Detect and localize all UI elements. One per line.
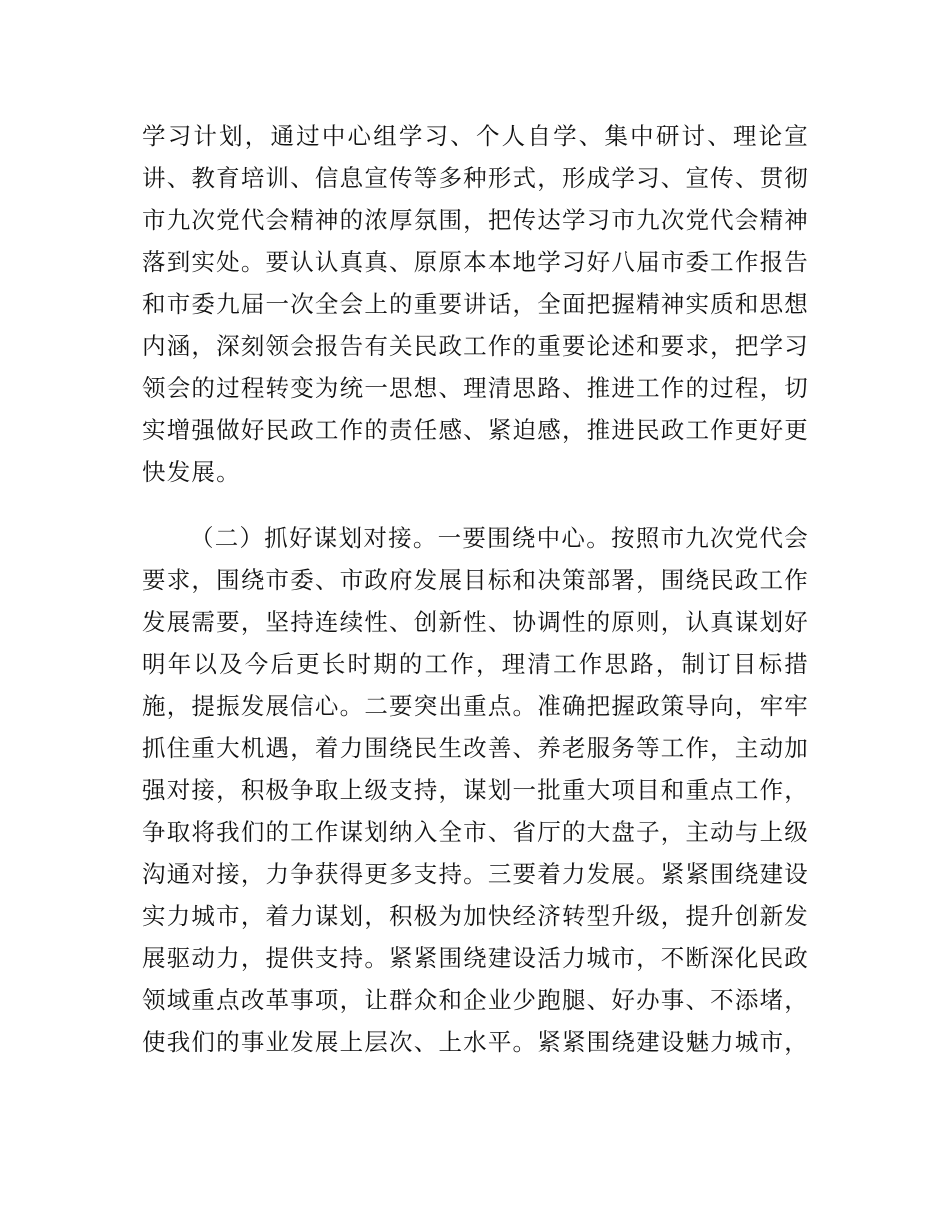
text-line: 沟通对接，力争获得更多支持。三要着力发展。紧紧围绕建设 [142, 860, 809, 888]
text-line: 实增强做好民政工作的责任感、紧迫感，推进民政工作更好更 [142, 416, 809, 444]
text-line: 讲、教育培训、信息宣传等多种形式，形成学习、宣传、贯彻 [142, 164, 809, 192]
text-line: 和市委九届一次全会上的重要讲话，全面把握精神实质和思想 [142, 290, 809, 318]
text-line: 明年以及今后更长时期的工作，理清工作思路，制订目标措 [142, 650, 809, 678]
text-line: 展驱动力，提供支持。紧紧围绕建设活力城市，不断深化民政 [142, 944, 809, 972]
text-line: 快发展。 [142, 458, 241, 486]
text-line: 领会的过程转变为统一思想、理清思路、推进工作的过程，切 [142, 374, 809, 402]
text-line: 施，提振发展信心。二要突出重点。准确把握政策导向，牢牢 [142, 692, 809, 720]
text-line: 实力城市，着力谋划，积极为加快经济转型升级，提升创新发 [142, 902, 809, 930]
text-line: 市九次党代会精神的浓厚氛围，把传达学习市九次党代会精神 [142, 206, 809, 234]
text-line: 抓住重大机遇，着力围绕民生改善、养老服务等工作，主动加 [142, 734, 809, 762]
text-line: 强对接，积极争取上级支持，谋划一批重大项目和重点工作， [142, 776, 809, 804]
text-line: 使我们的事业发展上层次、上水平。紧紧围绕建设魅力城市， [142, 1028, 809, 1056]
text-line: 落到实处。要认认真真、原原本本地学习好八届市委工作报告 [142, 248, 809, 276]
text-line: 发展需要，坚持连续性、创新性、协调性的原则，认真谋划好 [142, 608, 809, 636]
text-line: 领域重点改革事项，让群众和企业少跑腿、好办事、不添堵， [142, 986, 809, 1014]
text-line: 学习计划，通过中心组学习、个人自学、集中研讨、理论宣 [142, 122, 809, 150]
text-line: 争取将我们的工作谋划纳入全市、省厅的大盘子，主动与上级 [142, 818, 809, 846]
text-line: （二）抓好谋划对接。一要围绕中心。按照市九次党代会 [190, 524, 809, 552]
text-line: 要求，围绕市委、市政府发展目标和决策部署，围绕民政工作 [142, 566, 809, 594]
text-line: 内涵，深刻领会报告有关民政工作的重要论述和要求，把学习 [142, 332, 809, 360]
